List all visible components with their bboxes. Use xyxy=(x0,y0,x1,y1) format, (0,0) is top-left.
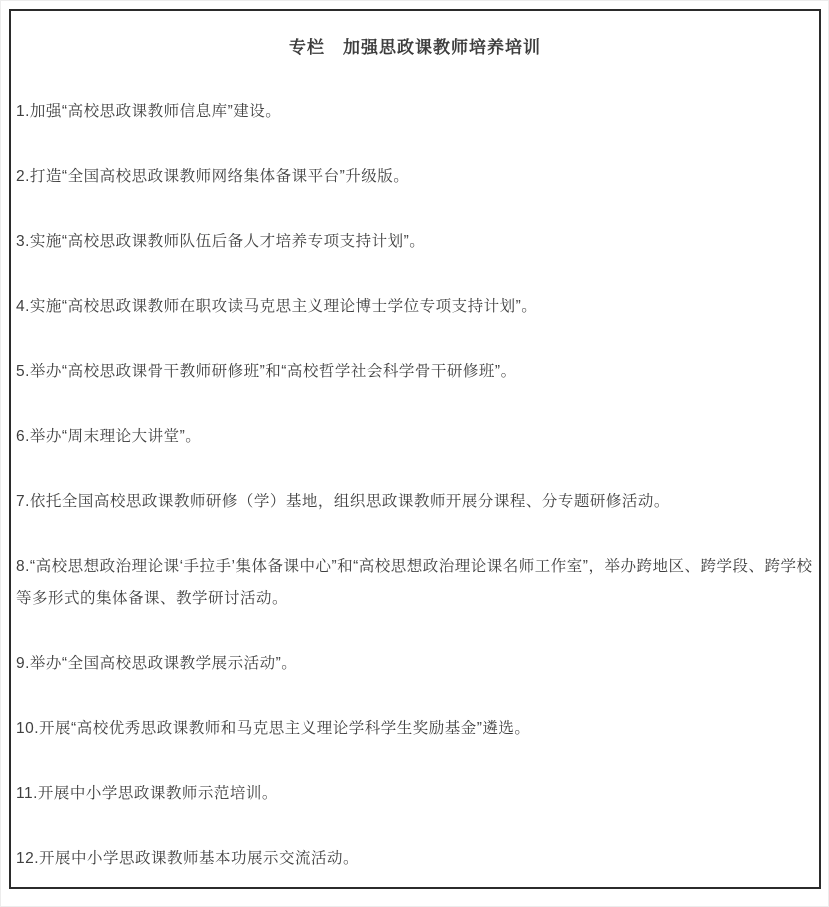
column-item-12: 12.开展中小学思政课教师基本功展示交流活动。 xyxy=(16,850,360,867)
column-item-9: 9.举办“全国高校思政课教学展示活动”。 xyxy=(16,655,298,672)
column-item-8: 8.“高校思想政治理论课‘手拉手’集体备课中心”和“高校思想政治理论课名师工作室”，举办跨地区、跨学段、跨学校等多形式的集体备课、教学研讨活动。 xyxy=(16,558,813,607)
column-item-5: 5.举办“高校思政课骨干教师研修班”和“高校哲学社会科学骨干研修班”。 xyxy=(16,363,517,380)
column-item-7: 7.依托全国高校思政课教师研修（学）基地，组织思政课教师开展分课程、分专题研修活动。 xyxy=(16,493,670,510)
column-title: 专栏 加强思政课教师培养培训 xyxy=(289,38,541,57)
column-item-1: 1.加强“高校思政课教师信息库”建设。 xyxy=(16,103,282,120)
column-item-2: 2.打造“全国高校思政课教师网络集体备课平台”升级版。 xyxy=(16,168,410,185)
column-item-3: 3.实施“高校思政课教师队伍后备人才培养专项支持计划”。 xyxy=(16,233,426,250)
column-item-11: 11.开展中小学思政课教师示范培训。 xyxy=(16,785,278,802)
column-item-10: 10.开展“高校优秀思政课教师和马克思主义理论学科学生奖励基金”遴选。 xyxy=(16,720,531,737)
column-item-6: 6.举办“周末理论大讲堂”。 xyxy=(16,428,202,445)
column-item-4: 4.实施“高校思政课教师在职攻读马克思主义理论博士学位专项支持计划”。 xyxy=(16,298,538,315)
special-column-box xyxy=(9,9,821,889)
